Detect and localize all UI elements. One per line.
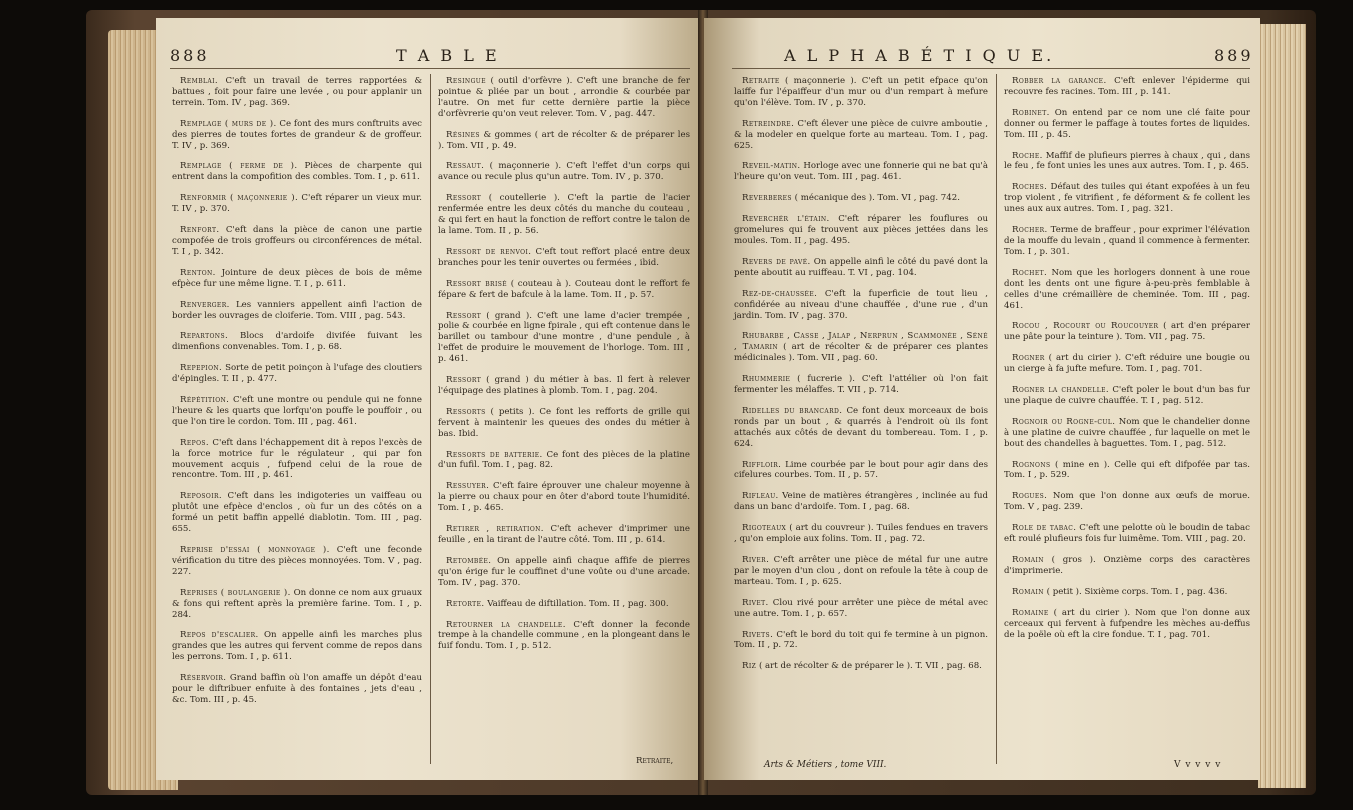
entry-definition: C'eft dans l'échappement dit à repos l'excès de la force motrice fur le régulateur , qui par fon mouvement acquis , fufpend celui de la roue de rencontre. Tom. III , p. 461. [172,437,422,481]
entry-headword: Renton. [180,267,216,278]
index-entry [734,374,988,396]
entry-definition: Défaut des tuiles qui étant expofées à un feu trop violent , fe vitrifient , fe déforment & fe collent les unes aux aux autres. Tom. I , pag. 321. [1004,182,1250,215]
index-entry [438,76,690,120]
index-entry [438,556,690,589]
index-entry [438,130,690,152]
index-entry [734,460,988,482]
entry-headword: Reprises ( boulangerie ). [180,587,291,598]
index-entry [1004,182,1250,215]
entry-definition: ( coutellerie ). C'eft la partie de l'acier renfermée entre les deux côtés du manche du couteau , & qui fert en haut la fonction de reffort contre le talon de la lame. Tom. II , p. 56. [438,193,690,236]
index-entry [734,661,988,672]
entry-headword: Repepion. [180,363,223,374]
index-entry [438,620,690,653]
entry-headword: Rognons [1012,459,1051,470]
index-entry [1004,385,1250,407]
index-entry [172,161,422,183]
entry-headword: Rhubarbe , Casse , Jalap , Nerprun , Scammonée , Séné , Tamarin [734,331,988,353]
left-page-number: 888 [170,46,210,65]
entry-definition: C'eft un travail de terres rapportées & battues , foit pour faire une levée , ou pour applanir un terrein. Tom. IV , pag. 369. [172,76,422,108]
index-entry [1004,353,1250,375]
entry-headword: Retourner la chandelle. [446,619,566,630]
entry-headword: Rogues. [1012,491,1048,502]
entry-headword: Rifleau. [742,491,779,502]
entry-headword: Répétition. [180,395,230,406]
entry-definition: C'eft le bord du toit qui fe termine à un pignon. Tom. II , p. 72. [734,629,988,651]
entry-definition: Nom que les horlogers donnent à une roue dont les dents ont une figure à-peu-près femblable à celles d'une crémaillère de cheminée. Tom. III , pag. 461. [1004,267,1250,311]
entry-headword: Roche. [1012,150,1043,161]
index-entry [438,481,690,514]
entry-headword: Remplage ( ferme de ). [180,161,298,172]
entry-definition: Veine de matières étrangères , inclinée au fud dans un banc d'ardoife. Tom. I , pag. 68. [734,491,988,513]
entry-definition: ( couteau à ). Couteau dont le reffort fe fépare & fert de bafcule à la lame. Tom. II , p. 57. [438,278,690,300]
index-entry [734,257,988,279]
entry-headword: Retirer , retiration. [446,524,544,535]
entry-definition: On appelle ainfi le côté du pavé dont la pente aboutit au ruiffeau. T. VI , pag. 104. [734,256,988,278]
page-footer: Arts & Métiers , tome VIII. [764,760,887,770]
entry-definition: C'eft achever d'imprimer une feuille , en la tirant de l'autre côté. Tom. III , p. 614. [438,524,690,545]
index-entry [172,630,422,663]
entry-headword: Reprise d'essai ( monnoyage ). [180,545,330,555]
index-entry [172,363,422,385]
entry-definition: ( art de récolter & de préparer le ). T. VII , pag. 68. [756,661,982,672]
entry-headword: Renformir ( maçonnerie ). [180,193,299,204]
entry-headword: Ressorts de batterie. [446,449,543,460]
entry-definition: ( art de récolter & de préparer ces plantes médicinales ). Tom. VII , pag. 60. [734,342,988,364]
entry-definition: Lime courbée par le bout pour agir dans des cifelures courbes. Tom. II , p. 57. [734,459,988,481]
index-entry [734,161,988,183]
index-entry [1004,587,1250,598]
entry-definition: Maffif de plufieurs pierres à chaux , qui , dans le feu , fe font unies les unes aux autres. Tom. I , p. 465. [1004,150,1250,172]
index-entry [734,491,988,513]
entry-definition: ( maçonnerie ). C'eft l'effet d'un corps qui avance ou recule plus qu'un autre. Tom. IV , p. 370. [438,161,690,183]
index-entry [438,247,690,269]
entry-headword: Ressorts [446,406,486,417]
index-entry [734,523,988,545]
entry-headword: Romain [1012,555,1044,565]
index-entry [438,161,690,183]
entry-headword: Rognoir ou Rogne-cul. [1012,416,1116,427]
entry-headword: Revers de pavé. [742,256,811,267]
index-entry [172,225,422,258]
entry-headword: Robinet. [1012,107,1050,118]
index-entry [1004,460,1250,482]
entry-headword: Repos. [180,437,210,448]
index-entry [734,598,988,620]
right-page [704,18,1260,780]
entry-headword: Remplage ( murs de ). [180,118,277,129]
entry-headword: Retraite [742,76,780,86]
entry-headword: Rivet. [742,597,769,608]
entry-definition: ( petits ). Ce font les refforts de grille qui fervent à maintenir les queues des ondes du métier à bas. Ibid. [438,406,690,439]
left-page [156,18,702,780]
index-entry [438,279,690,301]
index-entry [1004,417,1250,450]
entry-headword: Resingue [446,76,487,86]
index-entry [1004,608,1250,641]
index-entry [172,76,422,109]
entry-headword: Ressort de renvoi. [446,246,532,257]
entry-definition: & gommes ( art de récolter & de préparer les ). Tom. VII , p. 49. [438,129,690,151]
entry-headword: Rocou , Rocourt ou Roucouyer [1012,321,1159,332]
right-column-rule [996,74,997,764]
index-entry [734,119,988,152]
entry-definition: Nom que le chandelier donne à une platine de cuivre chauffée , fur laquelle on met le bout des chandelles à baguettes. Tom. I , pag. 512. [1004,416,1250,449]
entry-headword: Rhummerie [742,374,791,385]
entry-headword: Robber la garance. [1012,76,1107,86]
index-entry [172,193,422,215]
index-entry [438,450,690,472]
entry-definition: On entend par ce nom une clé faite pour donner ou fermer le paffage à toutes fortes de liquides. Tom. III , p. 45. [1004,107,1250,140]
entry-headword: Role de tabac. [1012,523,1077,534]
page-edges-right [1258,24,1306,788]
entry-headword: Riz [742,661,757,672]
index-entry [438,311,690,366]
entry-definition: Ce font des murs conftruits avec des pierres de toutes fortes de grandeur & de groffeur. T. IV , p. 369. [172,118,422,151]
entry-definition: ( petit ). Sixième corps. Tom. I , pag. 436. [1043,586,1228,597]
index-entry [172,395,422,428]
entry-headword: Ressort brisé [446,278,507,289]
entry-headword: Ressort [446,375,482,386]
entry-definition: On donne ce nom aux gruaux & fons qui reftent après la première farine. Tom. I , p. 284. [172,587,423,620]
entry-definition: C'eft poler le bout d'un bas fur une plaque de cuivre chauffée. T. I , pag. 512. [1004,385,1250,406]
index-entry [734,555,988,588]
left-column-1 [172,76,422,716]
entry-headword: Rogner [1012,353,1045,364]
index-entry [734,214,988,247]
entry-headword: Romaine [1012,607,1049,618]
entry-definition: C'eft une montre ou pendule qui ne fonne l'heure & les quarts que lorfqu'on pouffe le pouffoir , ou que l'on tire le cordon. Tom. III , pag. 461. [172,395,422,427]
index-entry [734,406,988,450]
entry-headword: Retorte. [446,598,485,609]
entry-definition: ( grand ). C'eft une lame d'acier trempée , polie & courbée en ligne fpirale , qui eft contenue dans le barillet ou tambour d'une montre , d'une pendule , à l'effet de produire le mouvement de l'horloge. Tom. III , p. 461. [438,310,690,365]
entry-headword: Réservoir. [180,673,227,684]
index-entry [1004,108,1250,141]
entry-definition: C'eft dans les indigoteries un vaiffeau ou plutôt une efpèce d'enclos , où fur un des côtés on a formé un petit baffin appellé diablotin. Tom. III , pag. 655. [172,491,422,535]
index-entry [172,545,422,578]
entry-definition: On appelle ainfi les marches plus grandes que les autres qui fervent comme de repos dans les perrons. Tom. I , p. 611. [172,630,422,663]
entry-definition: Jointure de deux pièces de bois de même efpèce fur une même ligne. T. I , p. 611. [172,267,422,289]
entry-definition: C'eft enlever l'épiderme qui recouvre fes racines. Tom. III , p. 141. [1004,76,1250,97]
entry-definition: Ce font des pièces de la platine d'un fufil. Tom. I , pag. 82. [438,449,690,471]
index-entry [1004,268,1250,312]
entry-headword: Reveil-matin. [742,161,801,172]
entry-definition: Nom que l'on donne aux œufs de morue. Tom. V , pag. 239. [1004,491,1250,513]
entry-definition: Vaiffeau de diftillation. Tom. II , pag. 300. [484,598,669,609]
entry-definition: C'eft arrêter une pièce de métal fur une autre par le moyen d'un clou , dont on refoule la tête à coup de marteau. Tom. I , p. 625. [734,555,988,587]
right-header-rule [732,68,1250,69]
entry-headword: River. [742,555,770,565]
entry-definition: C'eft faire éprouver une chaleur moyenne à la pierre ou chaux pour en ôter d'abord toute l'humidité. Tom. I , p. 465. [438,481,690,514]
index-entry [172,588,422,621]
entry-headword: Reposoir. [180,491,223,502]
entry-definition: ( art d'en préparer une pâte pour la teinture ). Tom. VII , pag. 75. [1004,321,1250,343]
index-entry [1004,321,1250,343]
entry-definition: C'eft donner la feconde trempe à la chandelle commune , en la plongeant dans le fuif fondu. Tom. I , p. 512. [438,619,690,652]
index-entry [1004,555,1250,577]
entry-definition: C'eft réparer un vieux mur. T. IV , p. 370. [172,193,423,215]
entry-headword: Rocher. [1012,225,1048,236]
signature-mark: V v v v v [1174,760,1222,770]
left-running-head: T A B L E [396,46,500,65]
entry-headword: Roches. [1012,182,1048,193]
entry-headword: Retreindre. [742,118,795,129]
entry-headword: Rivets. [742,629,774,640]
entry-definition: Terme de braffeur , pour exprimer l'élévation de la mouffe du levain , quand il commence à fermenter. Tom. I , p. 301. [1004,225,1250,257]
entry-headword: Rez-de-chaussée. [742,288,818,299]
entry-headword: Repos d'escalier. [180,630,259,641]
index-entry [734,76,988,109]
entry-headword: Remblai. [180,76,219,86]
index-entry [172,331,422,353]
index-entry [438,407,690,440]
index-entry [734,193,988,204]
right-running-head: A L P H A B É T I Q U E. [784,46,1055,65]
entry-headword: Riffloir. [742,459,782,470]
entry-headword: Ressuyer. [446,481,490,492]
index-entry [1004,76,1250,98]
entry-definition: C'eft réparer les fouflures ou gromelures qui fe trouvent aux pièces jettées dans les moules. Tom. II , pag. 495. [734,214,988,246]
entry-definition: Sorte de petit poinçon à l'ufage des cloutiers d'épingles. T. II , p. 477. [172,363,422,385]
entry-definition: ( gros ). Onzième corps des caractères d'imprimerie. [1004,555,1250,576]
right-column-2 [1004,76,1250,650]
entry-definition: ( art du cirier ). Nom que l'on donne aux cerceaux qui fervent à fufpendre les mèches au-deffus de la poële où eft la cire fondue. T. I , pag. 701. [1004,607,1250,640]
entry-definition: Ce font deux morceaux de bois ronds par un bout , & quarrés à l'endroit où ils font attachés aux côtés de devant du tombereau. Tom. I , p. 624. [734,405,989,449]
index-entry [1004,225,1250,258]
entry-definition: ( fucrerie ). C'eft l'attélier où l'on fait fermenter les mélaffes. T. VII , p. 714. [734,374,988,396]
entry-definition: ( art du couvreur ). Tuiles fendues en travers , qu'on emploie aux folins. Tom. II , pag. 72. [734,523,988,545]
entry-headword: Romain [1012,586,1044,597]
entry-definition: ( art du cirier ). C'eft réduire une bougie ou un cierge à fa jufte mefure. Tom. I , pag. 701. [1004,353,1250,375]
book [86,10,1316,795]
index-entry [172,673,422,706]
entry-definition: ( grand ) du métier à bas. Il fert à relever l'équipage des platines à plomb. Tom. I , pag. 204. [438,375,690,396]
entry-headword: Reverberes [742,193,792,204]
index-entry [438,193,690,237]
right-column-1 [734,76,988,682]
index-entry [734,331,988,364]
right-page-number: 889 [1214,46,1254,65]
entry-definition: ( mine en ). Celle qui eft difpofée par tas. Tom. I , p. 529. [1004,459,1250,481]
entry-definition: Clou rivé pour arrêter une pièce de métal avec une autre. Tom. I , p. 657. [734,597,988,619]
entry-definition: ( outil d'orfèvre ). C'eft une branche de fer pointue & pliée par un bout , arrondie & courbée par l'autre. On met fur cette dernière partie la pièce d'orfèvrerie qu'on veut relever. Tom. V , pag. 447. [438,76,690,119]
entry-definition: C'eft élever une pièce de cuivre amboutie , & la modeler en quelque forte au marteau. Tom. I , pag. 625. [734,118,988,151]
entry-definition: C'eft une feconde vérification du titre des pièces monnoyées. Tom. V , pag. 227. [172,545,422,577]
entry-headword: Ressaut. [446,161,485,172]
index-entry [172,268,422,290]
entry-headword: Ressort [446,193,482,204]
index-entry [172,119,422,152]
index-entry [1004,151,1250,173]
entry-headword: Renverger. [180,299,230,310]
entry-headword: Rigoteaux [742,523,787,534]
entry-definition: C'eft dans la pièce de canon une partie compofée de trois groffeurs ou circonférences de métal. T. I , p. 342. [172,225,422,257]
index-entry [1004,491,1250,513]
index-entry [438,375,690,397]
left-column-2 [438,76,690,662]
entry-definition: Horloge avec une fonnerie qui ne bat qu'à l'heure qu'on veut. Tom. III , pag. 461. [734,161,988,183]
index-entry [1004,523,1250,545]
entry-definition: C'eft une pelotte où le boudin de tabac eft roulé plufieurs fois fur luimême. Tom. VIII , pag. 20. [1004,523,1250,545]
entry-definition: On appelle ainfi chaque affife de pierres qu'on érige fur le couffinet d'une voûte ou d'une arcade. Tom. IV , pag. 370. [438,555,690,588]
left-column-rule [430,74,431,764]
entry-headword: Repartons. [180,331,229,342]
entry-definition: ( mécanique des ). Tom. VI , pag. 742. [791,193,960,204]
entry-definition: Les vanniers appellent ainfi l'action de border les ouvrages de cloiferie. Tom. VIII , pag. 543. [172,299,422,321]
index-entry [172,491,422,535]
index-entry [734,289,988,322]
entry-headword: Résines [446,129,480,140]
entry-definition: C'eft la fuperficie de tout lieu , confidérée au niveau d'une chauffée , d'une rue , d'un jardin. Tom. IV , pag. 370. [734,288,988,321]
index-entry [172,438,422,482]
entry-headword: Retombée. [446,555,492,566]
entry-headword: Rogner la chandelle. [1012,385,1110,396]
catchword: Retraite, [636,756,674,766]
entry-headword: Ressort [446,310,482,321]
entry-definition: Blocs d'ardoife divifée fuivant les dimenfions convenables. Tom. I , p. 68. [172,331,422,353]
entry-definition: Pièces de charpente qui entrent dans la compofition des combles. Tom. I , p. 611. [172,161,422,183]
entry-definition: C'eft tout reffort placé entre deux branches pour les tenir ouvertes ou fermées , ibid. [438,246,690,268]
entry-definition: Grand baffin où l'on amaffe un dépôt d'eau pour le diftribuer enfuite à des fontaines , jets d'eau , &c. Tom. III , p. 45. [172,673,422,705]
index-entry [438,599,690,610]
left-header-rule [170,68,690,69]
entry-definition: ( maçonnerie ). C'eft un petit efpace qu'on laiffe fur l'épaiffeur d'un mur ou d'un rempart à mefure qu'on l'élève. Tom. IV , p. 370. [734,76,988,108]
index-entry [438,524,690,546]
index-entry [734,630,988,652]
entry-headword: Ridelles du brancard. [742,405,843,416]
entry-headword: Renfort. [180,225,220,236]
index-entry [172,300,422,322]
entry-headword: Reverchér l'étain. [742,214,830,225]
entry-headword: Rochet. [1012,267,1048,278]
